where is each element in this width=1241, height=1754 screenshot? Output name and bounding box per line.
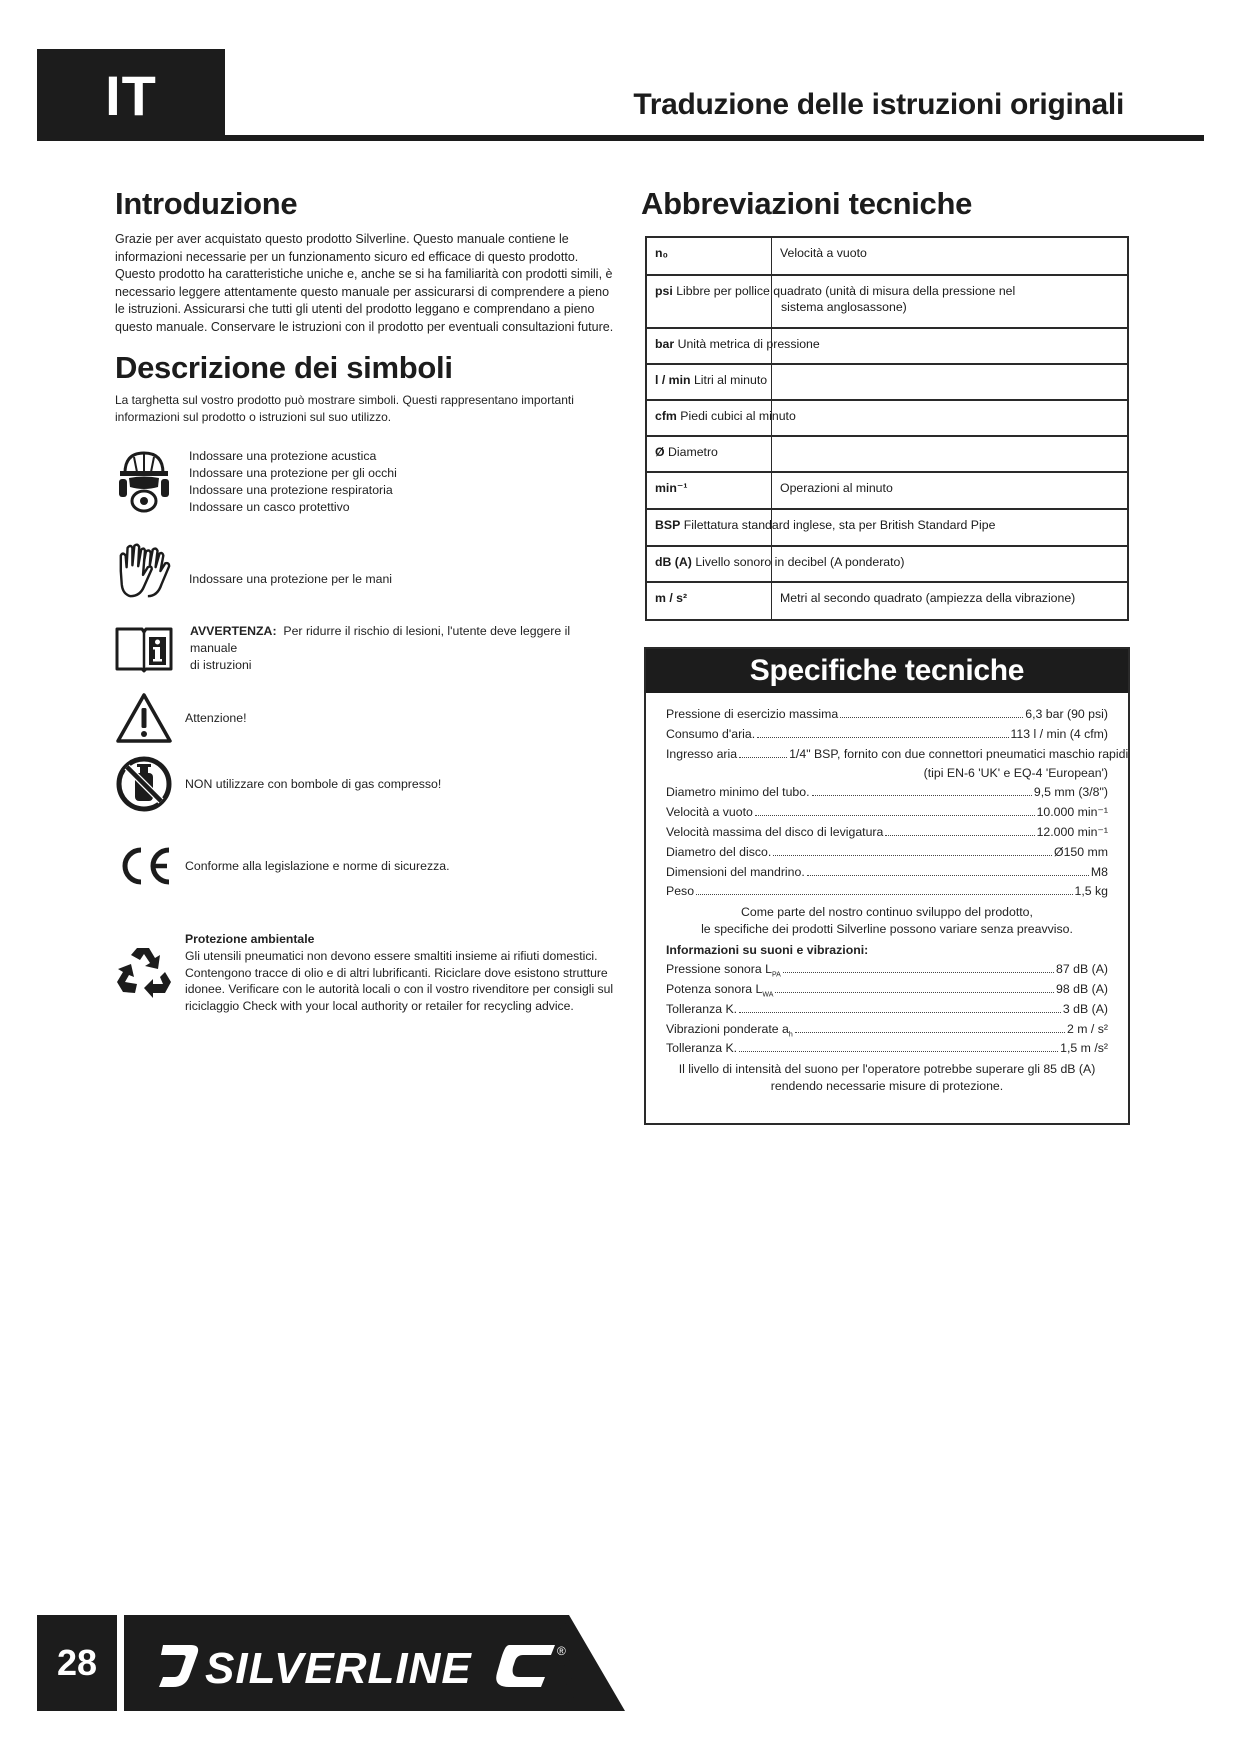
ppe-line-acoustic: Indossare una protezione acustica: [189, 449, 377, 463]
intro-line: Grazie per aver acquistato questo prodotto Silverline. Questo manuale contiene le: [115, 232, 569, 246]
spec-value: 2 m / s²: [1067, 1021, 1108, 1036]
spec-label: Ingresso aria: [666, 746, 738, 761]
spec-value: 87 dB (A): [1056, 962, 1108, 977]
spec-row-hose: [666, 785, 1108, 805]
sound-vibration-title: Informazioni su suoni e vibrazioni:: [666, 943, 869, 958]
spec-note: [666, 904, 1108, 938]
specs-list: [646, 693, 1128, 1095]
env-title: Protezione ambientale: [185, 932, 315, 946]
no-gas-text: NON utilizzare con bombole di gas compresso!: [185, 776, 442, 791]
warning-text-cont: di istruzioni: [190, 657, 252, 672]
ce-mark-icon: [115, 834, 173, 898]
spec-row-tolerance-db: [666, 1002, 1108, 1022]
spec-value: 1,5 kg: [1074, 884, 1108, 899]
symbol-row-manual: [115, 616, 595, 680]
spec-label: Pressione di esercizio massima: [666, 707, 839, 721]
intro-line: questo manuale. Conservare le istruzioni con il prodotto per eventuali consultazioni future.: [115, 319, 614, 334]
registered-mark: ®: [557, 1644, 566, 1658]
spec-row-max-pressure: [666, 707, 1108, 727]
intro-paragraph: [115, 231, 615, 336]
intro-heading: Introduzione: [115, 186, 298, 221]
spec-label: Tolleranza K.: [666, 1001, 738, 1016]
abbr-key: min⁻¹: [647, 473, 772, 508]
spec-row-sound-power: [666, 982, 1108, 1002]
warning-text: Per ridurre il rischio di lesioni, l'utente deve leggere il manuale: [190, 623, 571, 655]
spec-label: Velocità a vuoto: [666, 805, 753, 820]
spec-row-max-disc-speed: [666, 825, 1108, 845]
symbol-row-ce: [115, 834, 595, 898]
abbr-span: [655, 409, 796, 423]
no-gas-cylinder-icon: [115, 752, 173, 816]
spec-note-line: le specifiche dei prodotti Silverline possono variare senza preavviso.: [701, 922, 1073, 937]
symbol-row-gloves: [115, 540, 595, 604]
spec-label-sub: PA: [771, 971, 781, 979]
spec-label: Diametro minimo del tubo.: [666, 785, 810, 800]
abbr-row-lmin: [647, 365, 1127, 401]
read-manual-icon: [115, 616, 173, 680]
abbr-value: Libbre per pollice quadrato (unità di misura della pressione nel: [676, 284, 1016, 298]
silverline-logo: [157, 1633, 577, 1700]
spec-label: Diametro del disco.: [666, 844, 772, 859]
abbr-key: psi: [655, 284, 673, 298]
abbr-key: dB (A): [655, 555, 692, 569]
gloves-text: Indossare una protezione per le mani: [189, 571, 393, 586]
abbr-row-cfm: [647, 401, 1127, 437]
spec-label: Potenza sonora L: [666, 981, 763, 996]
symbols-intro: [115, 392, 615, 425]
header-rule: [37, 135, 1204, 141]
ppe-line-eyes: Indossare una protezione per gli occhi: [189, 466, 397, 480]
symbol-row-environment: [115, 931, 635, 1015]
spec-label: Dimensioni del mandrino.: [666, 864, 805, 879]
spec-value: 10.000 min⁻¹: [1036, 805, 1108, 820]
abbr-value: Velocità a vuoto: [780, 246, 867, 260]
spec-row-weight: [666, 884, 1108, 904]
spec-value: 98 dB (A): [1056, 981, 1108, 996]
spec-label: Tolleranza K.: [666, 1041, 738, 1056]
abbr-span: [655, 518, 995, 532]
abbr-row-min: [647, 473, 1127, 510]
specs-box: [644, 647, 1130, 1125]
abbr-key: n₀: [647, 238, 772, 274]
abbr-key: cfm: [655, 409, 677, 423]
abbr-value: Unità metrica di pressione: [677, 337, 820, 351]
spec-value: 9,5 mm (3/8"): [1033, 785, 1108, 800]
abbr-row-psi: [647, 276, 1127, 329]
warning-triangle-icon: [115, 686, 173, 750]
spec-label: Vibrazioni ponderate a: [666, 1021, 789, 1036]
abbr-span: [655, 445, 718, 459]
symbols-intro-line: informazioni sul prodotto o istruzioni sul suo utilizzo.: [115, 409, 392, 424]
env-line: Gli utensili pneumatici non devono essere smaltiti insieme ai rifiuti domestici.: [185, 948, 598, 963]
abbr-value: Piedi cubici al minuto: [680, 409, 796, 423]
abbr-span: [655, 337, 820, 351]
spec-row-air-consumption: [666, 727, 1108, 747]
abbr-row-bsp: [647, 510, 1127, 547]
symbol-row-ppe: [115, 448, 595, 516]
spec-value: M8: [1090, 864, 1108, 879]
abbr-span: [655, 373, 767, 387]
spec-value: Ø150 mm: [1054, 844, 1108, 859]
spec-label: Consumo d'aria.: [666, 726, 756, 741]
abbr-key: m / s²: [647, 583, 772, 619]
spec-row-vibration: [666, 1022, 1108, 1042]
spec-label-sub: WA: [762, 991, 774, 999]
noise-warning: [666, 1061, 1108, 1095]
intro-line: le istruzioni. Assicurarsi che tutti gli utenti del prodotto leggano e comprendano a pieno: [115, 302, 595, 316]
page-number: 28: [56, 1642, 98, 1683]
noise-warning-line: Il livello di intensità del suono per l'operatore potrebbe superare gli 85 dB (A): [678, 1062, 1096, 1077]
spec-value: 3 dB (A): [1062, 1001, 1108, 1016]
ce-text: Conforme alla legislazione e norme di sicurezza.: [185, 858, 450, 873]
spec-value: 113 l / min (4 cfm): [1010, 726, 1108, 741]
noise-warning-line: rendendo necessarie misure di protezione.: [770, 1079, 1004, 1094]
ppe-icon: [115, 450, 173, 514]
warning-label: AVVERTENZA:: [190, 623, 277, 638]
footer-white-panel: [569, 1615, 1204, 1711]
symbols-intro-line: La targhetta sul vostro prodotto può mostrare simboli. Questi rappresentano importanti: [115, 393, 574, 407]
abbr-value: Filettatura standard inglese, sta per British Standard Pipe: [683, 518, 996, 532]
spec-row-disc-diameter: [666, 845, 1108, 865]
document-title: Traduzione delle istruzioni originali: [633, 88, 1124, 121]
env-line: idonee. Verificare con le autorità locali o con il vostro rivenditore per consigli sul: [185, 982, 614, 997]
abbr-value: Litri al minuto: [693, 373, 768, 387]
footer-separator: [117, 1615, 124, 1711]
ppe-line-respiratory: Indossare una protezione respiratoria: [189, 483, 393, 497]
abbr-table: [645, 236, 1129, 621]
abbr-key: BSP: [655, 518, 681, 532]
spec-value: 12.000 min⁻¹: [1036, 824, 1108, 839]
ppe-line-helmet: Indossare un casco protettivo: [189, 500, 350, 514]
spec-label: Pressione sonora L: [666, 962, 772, 977]
abbr-key: l / min: [655, 373, 691, 387]
abbr-row-bar: [647, 329, 1127, 365]
spec-value: 6,3 bar (90 psi): [1025, 707, 1108, 721]
abbr-key: bar: [655, 337, 675, 351]
spec-value: 1,5 m /s²: [1060, 1041, 1108, 1056]
spec-row-no-load-speed: [666, 805, 1108, 825]
symbol-row-no-gas: [115, 752, 595, 816]
abbr-value: Operazioni al minuto: [780, 481, 893, 495]
env-line: riciclaggio Check with your local authority or retailer for recycling advice.: [185, 999, 574, 1014]
intro-line: necessario leggere attentamente questo manuale per assicurarsi di comprendere a pieno: [115, 284, 610, 299]
abbr-row-diameter: [647, 437, 1127, 473]
abbr-row-ms2: [647, 583, 1127, 619]
abbr-span: [655, 284, 1015, 298]
abbr-heading: Abbreviazioni tecniche: [641, 186, 973, 221]
spec-row-spindle: [666, 865, 1108, 885]
env-line: Contengono tracce di olio e di altri lubrificanti. Riciclare dove esistono strutture: [185, 965, 608, 980]
abbr-row-n0: [647, 238, 1127, 276]
footer-bar: [37, 1615, 1204, 1711]
language-badge: IT: [37, 49, 225, 141]
spec-label-sub: h: [788, 1031, 793, 1039]
brand-text: SILVERLINE: [205, 1644, 472, 1693]
specs-heading: Specifiche tecniche: [646, 649, 1128, 693]
intro-line: Questo prodotto ha caratteristiche uniche e, anche se si ha familiarità con prodotti simili, è: [115, 267, 613, 281]
abbr-value: Metri al secondo quadrato (ampiezza della vibrazione): [780, 591, 1076, 605]
abbr-row-db: [647, 547, 1127, 583]
symbols-heading: Descrizione dei simboli: [115, 350, 453, 385]
gloves-icon: [115, 540, 173, 604]
symbol-row-attention: [115, 686, 595, 750]
spec-note-line: Come parte del nostro continuo sviluppo del prodotto,: [741, 905, 1033, 920]
attention-text: Attenzione!: [185, 710, 247, 725]
abbr-value-cont: sistema anglosassone): [781, 300, 907, 314]
abbr-value: Diametro: [668, 445, 718, 459]
recycle-icon: [115, 939, 173, 1003]
spec-value-cont: (tipi EN-6 'UK' e EQ-4 'European'): [923, 766, 1108, 781]
abbr-span: [655, 555, 905, 569]
spec-value: 1/4" BSP, fornito con due connettori pneumatici maschio rapidi: [789, 746, 1129, 761]
spec-label: Peso: [666, 884, 695, 899]
abbr-key: Ø: [655, 445, 665, 459]
spec-row-air-inlet: [666, 746, 1129, 767]
spec-row-sound-pressure: [666, 962, 1108, 982]
abbr-value: Livello sonoro in decibel (A ponderato): [695, 555, 905, 569]
spec-label: Velocità massima del disco di levigatura: [666, 824, 884, 839]
spec-row-tolerance-vibration: [666, 1041, 1108, 1061]
intro-line: informazioni necessarie per un funzionamento sicuro ed efficace di questo prodotto.: [115, 249, 579, 264]
